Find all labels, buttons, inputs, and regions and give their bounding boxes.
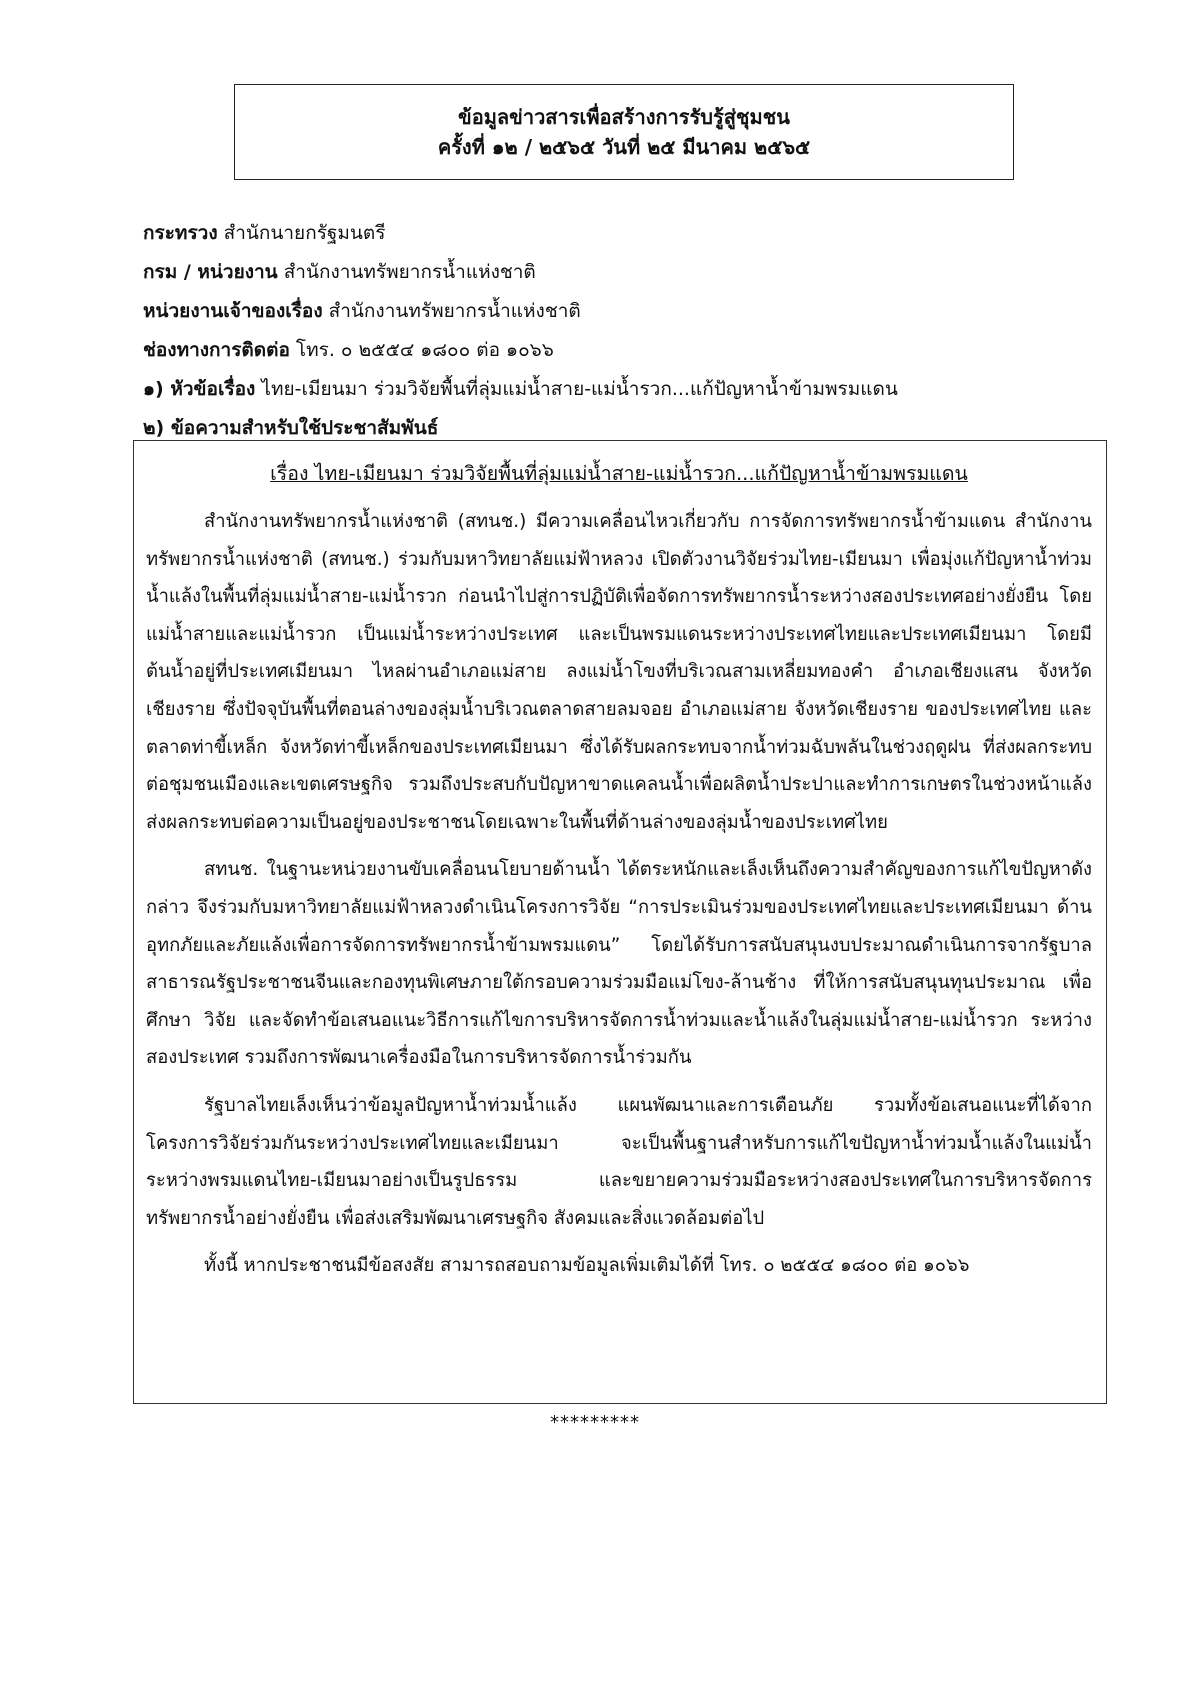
meta-owner-value: สำนักงานทรัพยากรน้ำแห่งชาติ <box>328 300 581 322</box>
meta-ministry <box>143 218 1103 257</box>
meta-topic-label: ๑) หัวข้อเรื่อง <box>143 378 256 400</box>
meta-topic-value: ไทย-เมียนมา ร่วมวิจัยพื้นที่ลุ่มแม่น้ำสาย-แม่น้ำรวก...แก้ปัญหาน้ำข้ามพรมแดน <box>261 378 898 400</box>
news-box <box>133 440 1107 1404</box>
meta-department <box>143 257 1103 296</box>
news-title: เรื่อง ไทย-เมียนมา ร่วมวิจัยพื้นที่ลุ่มแม่น้ำสาย-แม่น้ำรวก...แก้ปัญหาน้ำข้ามพรมแดน <box>270 462 968 485</box>
document-meta <box>143 218 1103 452</box>
meta-contact <box>143 335 1103 374</box>
meta-contact-value: โทร. ๐ ๒๕๕๔ ๑๘๐๐ ต่อ ๑๐๖๖ <box>295 339 554 361</box>
meta-topic <box>143 374 1103 413</box>
meta-pr-label: ๒) ข้อความสำหรับใช้ประชาสัมพันธ์ <box>143 417 439 439</box>
header-issue-date: ครั้งที่ ๑๒ / ๒๕๖๕ วันที่ ๒๕ มีนาคม ๒๕๖๕ <box>437 135 811 159</box>
meta-ministry-value: สำนักนายกรัฐมนตรี <box>223 222 386 244</box>
footer-separator: ********* <box>550 1412 640 1433</box>
news-paragraph-2: สทนช. ในฐานะหน่วยงานขับเคลื่อนนโยบายด้านน้ำ ได้ตระหนักและเล็งเห็นถึงความสำคัญของการแก้ไขปัญหาดังกล่าว จึงร่วมกับมหาวิทยาลัยแม่ฟ้าหลวงดำเนินโครงการวิจัย “การประเมินร่วมของประเทศไทยและประเทศเมียนมา ด้านอุทกภัยและภัยแล้งเพื่อการจัดการทรัพยากรน้ำข้ามพรมแดน” โดยได้รับการสนับสนุนงบประมาณดำเนินการจากรัฐบาลสาธารณรัฐประชาชนจีนและกองทุนพิเศษภายใต้กรอบความร่วมมือแม่โขง-ล้านช้าง ที่ให้การสนับสนุนทุนประมาณ เพื่อศึกษา วิจัย และจัดทำข้อเสนอแนะวิธีการแก้ไขการบริหารจัดการน้ำท่วมและน้ำแล้งในลุ่มแม่น้ำสาย-แม่น้ำรวก ระหว่างสองประเทศ รวมถึงการพัฒนาเครื่องมือในการบริหารจัดการน้ำร่วมกัน <box>146 859 1092 1069</box>
header-title-box <box>234 84 1014 180</box>
news-closing: ทั้งนี้ หากประชาชนมีข้อสงสัย สามารถสอบถามข้อมูลเพิ่มเติมได้ที่ โทร. ๐ ๒๕๕๔ ๑๘๐๐ ต่อ ๑๐๖๖ <box>204 1255 970 1277</box>
meta-ministry-label: กระทรวง <box>143 222 218 244</box>
header-title: ข้อมูลข่าวสารเพื่อสร้างการรับรู้สู่ชุมชน <box>458 105 790 129</box>
meta-owner-label: หน่วยงานเจ้าของเรื่อง <box>143 300 323 322</box>
news-paragraph-1: สำนักงานทรัพยากรน้ำแห่งชาติ (สทนช.) มีความเคลื่อนไหวเกี่ยวกับ การจัดการทรัพยากรน้ำข้ามแดน สำนักงานทรัพยากรน้ำแห่งชาติ (สทนช.) ร่วมกับมหาวิทยาลัยแม่ฟ้าหลวง เปิดตัวงานวิจัยร่วมไทย-เมียนมา เพื่อมุ่งแก้ปัญหาน้ำท่วมน้ำแล้งในพื้นที่ลุ่มแม่น้ำสาย-แม่น้ำรวก ก่อนนำไปสู่การปฏิบัติเพื่อจัดการทรัพยากรน้ำระหว่างสองประเทศอย่างยั่งยืน โดยแม่น้ำสายและแม่น้ำรวก เป็นแม่น้ำระหว่างประเทศ และเป็นพรมแดนระหว่างประเทศไทยและประเทศเมียนมา โดยมีต้นน้ำอยู่ที่ประเทศเมียนมา ไหลผ่านอำเภอแม่สาย ลงแม่น้ำโขงที่บริเวณสามเหลี่ยมทองคำ อำเภอเชียงแสน จังหวัดเชียงราย ซึ่งปัจจุบันพื้นที่ตอนล่างของลุ่มน้ำบริเวณตลาดสายลมจอย อำเภอแม่สาย จังหวัดเชียงราย ของประเทศไทย และตลาดท่าขี้เหล็ก จังหวัดท่าขี้เหล็กของประเทศเมียนมา ซึ่งได้รับผลกระทบจากน้ำท่วมฉับพลันในช่วงฤดูฝน ที่ส่งผลกระทบต่อชุมชนเมืองและเขตเศรษฐกิจ รวมถึงประสบกับปัญหาขาดแคลนน้ำเพื่อผลิตน้ำประปาและทำการเกษตรในช่วงหน้าแล้ง ส่งผลกระทบต่อความเป็นอยู่ของประชาชนโดยเฉพาะในพื้นที่ด้านล่างของลุ่มน้ำของประเทศไทย <box>146 511 1092 833</box>
meta-contact-label: ช่องทางการติดต่อ <box>143 339 290 361</box>
meta-department-label: กรม / หน่วยงาน <box>143 261 278 283</box>
meta-department-value: สำนักงานทรัพยากรน้ำแห่งชาติ <box>283 261 536 283</box>
meta-owner <box>143 296 1103 335</box>
news-paragraph-3: รัฐบาลไทยเล็งเห็นว่าข้อมูลปัญหาน้ำท่วมน้ำแล้ง แผนพัฒนาและการเตือนภัย รวมทั้งข้อเสนอแนะที่ได้จากโครงการวิจัยร่วมกันระหว่างประเทศไทยและเมียนมา จะเป็นพื้นฐานสำหรับการแก้ไขปัญหาน้ำท่วมน้ำแล้งในแม่น้ำระหว่างพรมแดนไทย-เมียนมาอย่างเป็นรูปธรรม และขยายความร่วมมือระหว่างสองประเทศในการบริหารจัดการทรัพยากรน้ำอย่างยั่งยืน เพื่อส่งเสริมพัฒนาเศรษฐกิจ สังคมและสิ่งแวดล้อมต่อไป <box>146 1094 1092 1229</box>
